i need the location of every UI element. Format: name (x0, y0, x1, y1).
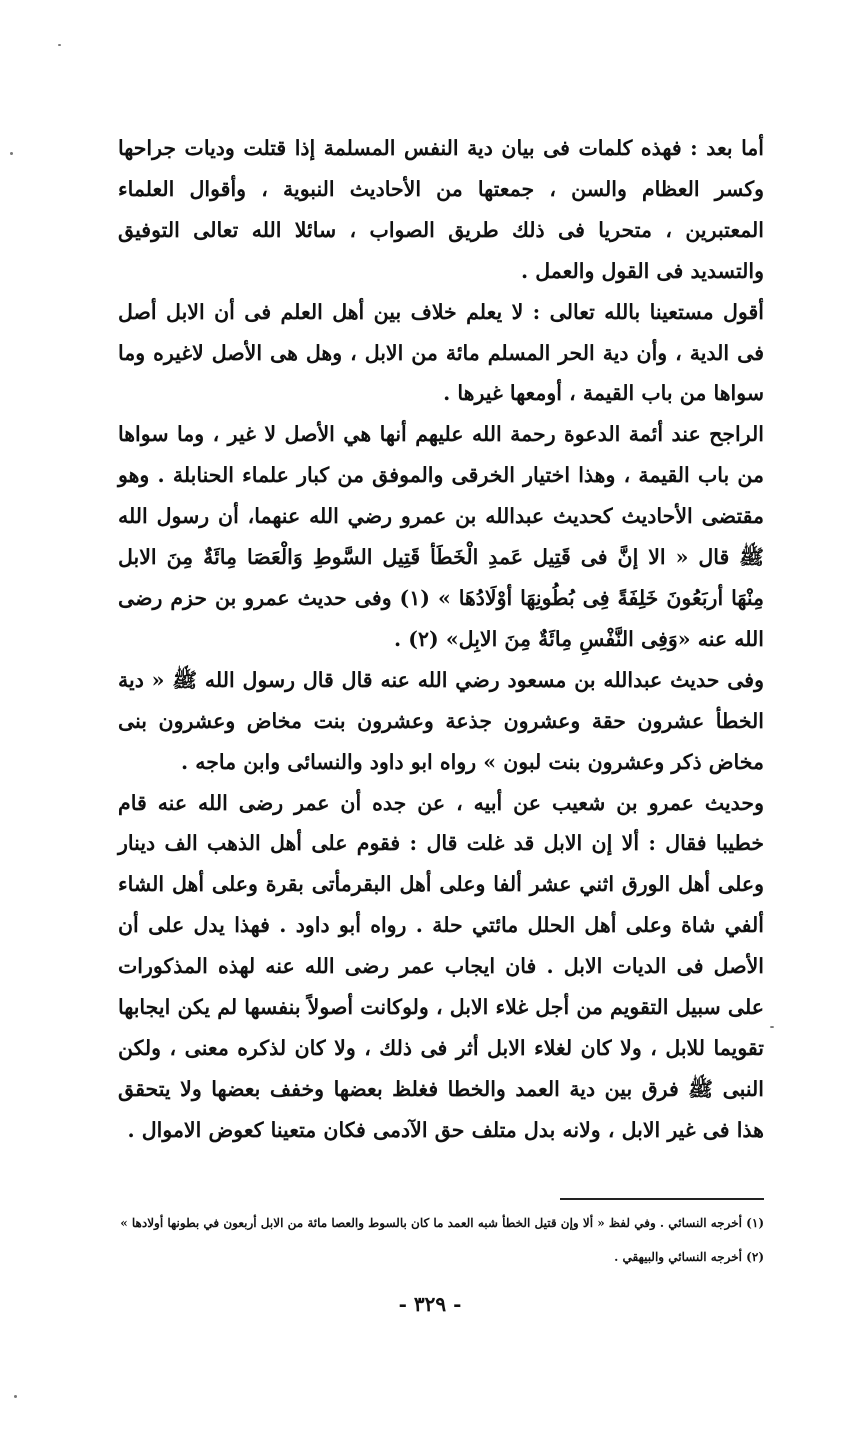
scan-speck (58, 44, 61, 46)
scan-speck (10, 152, 13, 155)
scan-speck (14, 1395, 17, 1398)
paragraph-preferred-opinion: الراجح عند أئمة الدعوة رحمة الله عليهم أنها هي الأصل لا غير ، وما سواها من باب القيمة ، وهذا اختيار الخرقى والموفق من كبار علماء الحنابلة . وهو مقتضى الأحاديث كحديث عبدالله بن عمرو رضي الله عنهما، أن رسول الله ﷺ قال « الا إنَّ فى قَتِيل عَمدِ الْخَطَأ قَتِيل السَّوطِ وَالْعَصَا مِائَةٌ مِنَ الابل مِنْهَا أربَعُونَ خَلِفَةً فِى بُطُونِهَا أوْلَادُهَا » (١) وفى حديث عمرو بن حزم رضى الله عنه «وَفِى النَّفْسِ مِائَةٌ مِنَ الابِل» (٢) . (118, 422, 764, 651)
paragraph-camels-origin: أقول مستعينا بالله تعالى : لا يعلم خلاف بين أهل العلم فى أن الابل أصل فى الدية ، وأن دية الحر المسلم مائة من الابل ، وهل هى الأصل لاغيره وما سواها من باب القيمة ، أومعها غيرها . (118, 299, 764, 406)
paragraph-umar-hadith: وحديث عمرو بن شعيب عن أبيه ، عن جده أن عمر رضى الله عنه قام خطيبا فقال : ألا إن الابل قد غلت قال : فقوم على أهل الذهب الف دينار وعلى أهل الورق اثني عشر ألفا وعلى أهل البقرمأتى بقرة وعلى أهل الشاء ألفي شاة وعلى أهل الحلل مائتي حلة . رواه أبو داود . فهذا يدل على أن الأصل فى الديات الابل . فان ايجاب عمر رضى الله عنه لهذه المذكورات على سبيل التقويم من أجل غلاء الابل ، ولوكانت أصولاً بنفسها لم يكن ايجابها تقويما للابل ، ولا كان لغلاء الابل أثر فى ذلك ، ولا كان لذكره معنى ، ولكن النبى ﷺ فرق بين دية العمد والخطا فغلظ بعضها وخفف بعضها ولا يتحقق هذا فى غير الابل ، ولانه بدل متلف حق الآدمى فكان متعينا كعوض الاموال . (118, 790, 764, 1142)
page-number: - ٣٢٩ - (398, 1292, 462, 1316)
footnotes (118, 1206, 764, 1274)
paragraph-intro: أما بعد : فهذه كلمات فى بيان دية النفس المسلمة إذا قتلت وديات جراحها وكسر العظام والسن ، جمعتها من الأحاديث النبوية ، وأقوال العلماء المعتبرين ، متحريا فى ذلك طريق الصواب ، سائلا الله تعالى التوفيق والتسديد فى القول والعمل . (118, 136, 764, 283)
footnote-divider (560, 1198, 764, 1200)
scan-speck (770, 1026, 774, 1028)
main-text (118, 128, 764, 1151)
footnote-1: (١) أخرجه النسائي . وفي لفظ « ألا وإن قتيل الخطأ شبه العمد ما كان بالسوط والعصا مائة من الابل أربعون في بطونها أولادها » (120, 1216, 764, 1230)
footnote-2: (٢) أخرجه النسائي والبيهقي . (614, 1250, 764, 1264)
paragraph-ibn-masud-hadith: وفى حديث عبدالله بن مسعود رضي الله عنه قال قال رسول الله ﷺ « دية الخطأ عشرون حقة وعشرون جذعة وعشرون بنت مخاض وعشرون بنى مخاض ذكر وعشرون بنت لبون » رواه ابو داود والنسائى وابن ماجه . (118, 667, 764, 774)
